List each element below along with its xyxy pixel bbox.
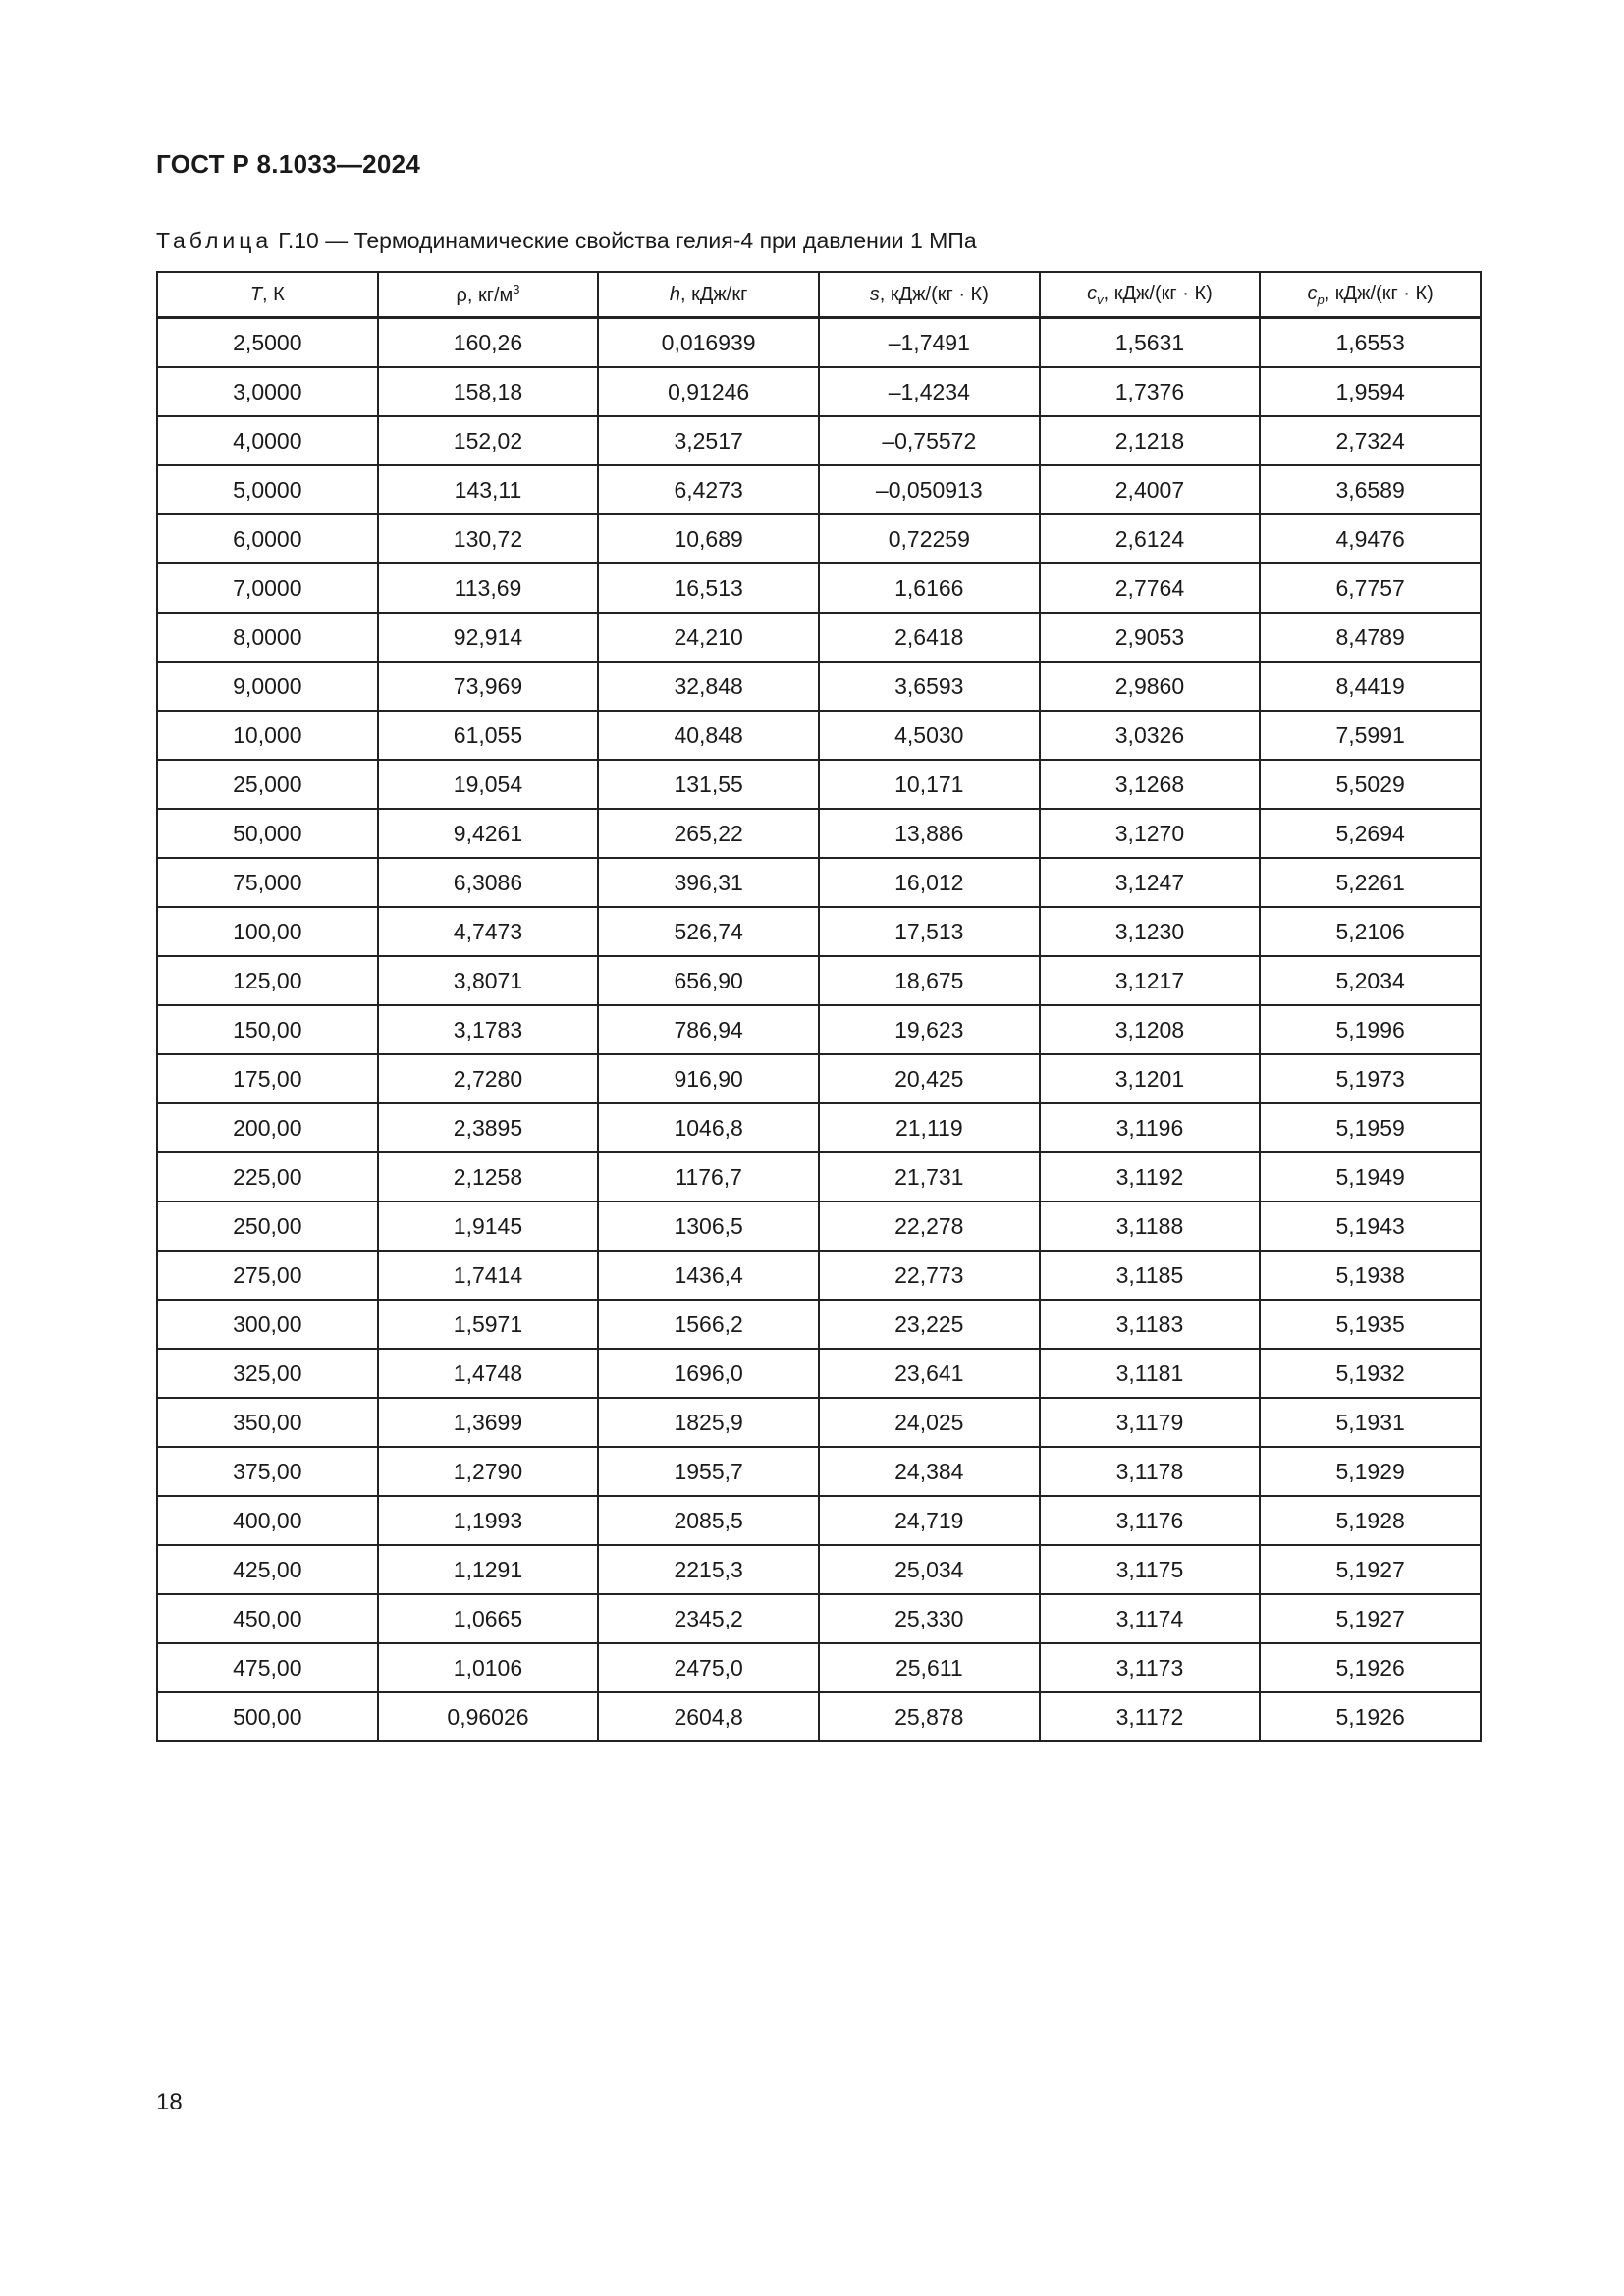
cell-cp: 5,2261 xyxy=(1260,858,1481,907)
cell-density: 1,2790 xyxy=(378,1447,599,1496)
cell-temperature: 500,00 xyxy=(157,1692,378,1741)
column-header-cv: $c_v$, кДж/(кг · К) xyxy=(1040,272,1261,318)
cell-enthalpy: 0,91246 xyxy=(598,367,819,416)
cell-density: 9,4261 xyxy=(378,809,599,858)
thermodynamic-properties-table xyxy=(156,271,1482,1742)
cell-enthalpy: 1176,7 xyxy=(598,1152,819,1201)
cell-cv: 3,1174 xyxy=(1040,1594,1261,1643)
cell-cv: 3,1188 xyxy=(1040,1201,1261,1251)
table-row xyxy=(157,1005,1481,1054)
cell-density: 73,969 xyxy=(378,662,599,711)
cell-temperature: 350,00 xyxy=(157,1398,378,1447)
cell-entropy: 19,623 xyxy=(819,1005,1040,1054)
cell-cp: 5,1931 xyxy=(1260,1398,1481,1447)
cell-temperature: 25,000 xyxy=(157,760,378,809)
cell-cp: 5,1928 xyxy=(1260,1496,1481,1545)
cell-density: 6,3086 xyxy=(378,858,599,907)
cell-entropy: –1,4234 xyxy=(819,367,1040,416)
cell-enthalpy: 32,848 xyxy=(598,662,819,711)
cell-cp: 5,1938 xyxy=(1260,1251,1481,1300)
cell-entropy: 24,719 xyxy=(819,1496,1040,1545)
cell-entropy: 21,731 xyxy=(819,1152,1040,1201)
cell-density: 1,4748 xyxy=(378,1349,599,1398)
cell-cp: 8,4419 xyxy=(1260,662,1481,711)
cell-temperature: 100,00 xyxy=(157,907,378,956)
table-row xyxy=(157,1103,1481,1152)
cell-enthalpy: 131,55 xyxy=(598,760,819,809)
cell-cp: 5,1932 xyxy=(1260,1349,1481,1398)
cell-density: 1,0106 xyxy=(378,1643,599,1692)
cell-entropy: 25,034 xyxy=(819,1545,1040,1594)
cell-cp: 6,7757 xyxy=(1260,563,1481,613)
column-header-cp: $c_p$, кДж/(кг · К) xyxy=(1260,272,1481,318)
table-body xyxy=(157,318,1481,1742)
cell-cv: 3,1208 xyxy=(1040,1005,1261,1054)
table-row xyxy=(157,1054,1481,1103)
table-row xyxy=(157,1643,1481,1692)
table-row xyxy=(157,1201,1481,1251)
cell-enthalpy: 1825,9 xyxy=(598,1398,819,1447)
cell-cp: 8,4789 xyxy=(1260,613,1481,662)
cell-entropy: 13,886 xyxy=(819,809,1040,858)
cell-cv: 2,6124 xyxy=(1040,514,1261,563)
cell-cp: 5,1935 xyxy=(1260,1300,1481,1349)
cell-cv: 3,0326 xyxy=(1040,711,1261,760)
cell-density: 1,3699 xyxy=(378,1398,599,1447)
cell-enthalpy: 2345,2 xyxy=(598,1594,819,1643)
cell-temperature: 4,0000 xyxy=(157,416,378,465)
cell-density: 1,1993 xyxy=(378,1496,599,1545)
cell-density: 1,0665 xyxy=(378,1594,599,1643)
cell-enthalpy: 2085,5 xyxy=(598,1496,819,1545)
cell-enthalpy: 1955,7 xyxy=(598,1447,819,1496)
cell-temperature: 50,000 xyxy=(157,809,378,858)
cell-entropy: 25,878 xyxy=(819,1692,1040,1741)
table-caption-text: Г.10 — Термодинамические свойства гелия-4 при давлении 1 МПа xyxy=(278,228,977,253)
cell-enthalpy: 1046,8 xyxy=(598,1103,819,1152)
cell-density: 19,054 xyxy=(378,760,599,809)
cell-temperature: 150,00 xyxy=(157,1005,378,1054)
cell-enthalpy: 2475,0 xyxy=(598,1643,819,1692)
cell-density: 160,26 xyxy=(378,318,599,368)
cell-cv: 3,1178 xyxy=(1040,1447,1261,1496)
cell-enthalpy: 10,689 xyxy=(598,514,819,563)
cell-entropy: 10,171 xyxy=(819,760,1040,809)
cell-density: 61,055 xyxy=(378,711,599,760)
cell-density: 143,11 xyxy=(378,465,599,514)
cell-cp: 5,1996 xyxy=(1260,1005,1481,1054)
cell-entropy: 0,72259 xyxy=(819,514,1040,563)
cell-enthalpy: 265,22 xyxy=(598,809,819,858)
cell-temperature: 475,00 xyxy=(157,1643,378,1692)
table-row xyxy=(157,318,1481,368)
cell-cp: 5,1949 xyxy=(1260,1152,1481,1201)
table-row xyxy=(157,662,1481,711)
table-row xyxy=(157,711,1481,760)
cell-enthalpy: 1696,0 xyxy=(598,1349,819,1398)
table-row xyxy=(157,1349,1481,1398)
cell-entropy: 23,641 xyxy=(819,1349,1040,1398)
cell-enthalpy: 1566,2 xyxy=(598,1300,819,1349)
column-header-enthalpy: h, кДж/кг xyxy=(598,272,819,318)
cell-temperature: 425,00 xyxy=(157,1545,378,1594)
table-row xyxy=(157,416,1481,465)
column-header-density: ρ, $кг/м^3$ xyxy=(378,272,599,318)
cell-temperature: 3,0000 xyxy=(157,367,378,416)
cell-density: 4,7473 xyxy=(378,907,599,956)
cell-cv: 3,1183 xyxy=(1040,1300,1261,1349)
cell-density: 3,1783 xyxy=(378,1005,599,1054)
cell-entropy: 4,5030 xyxy=(819,711,1040,760)
cell-density: 1,9145 xyxy=(378,1201,599,1251)
cell-cv: 3,1175 xyxy=(1040,1545,1261,1594)
cell-cv: 3,1172 xyxy=(1040,1692,1261,1741)
column-header-temperature: T, К xyxy=(157,272,378,318)
table-row xyxy=(157,563,1481,613)
table-row xyxy=(157,613,1481,662)
cell-entropy: 23,225 xyxy=(819,1300,1040,1349)
cell-enthalpy: 396,31 xyxy=(598,858,819,907)
cell-temperature: 5,0000 xyxy=(157,465,378,514)
cell-temperature: 9,0000 xyxy=(157,662,378,711)
cell-cv: 3,1268 xyxy=(1040,760,1261,809)
cell-entropy: 3,6593 xyxy=(819,662,1040,711)
cell-cv: 2,9053 xyxy=(1040,613,1261,662)
cell-enthalpy: 6,4273 xyxy=(598,465,819,514)
cell-entropy: 25,330 xyxy=(819,1594,1040,1643)
cell-entropy: –0,75572 xyxy=(819,416,1040,465)
cell-temperature: 8,0000 xyxy=(157,613,378,662)
table-row xyxy=(157,907,1481,956)
cell-entropy: 24,384 xyxy=(819,1447,1040,1496)
cell-enthalpy: 656,90 xyxy=(598,956,819,1005)
table-row xyxy=(157,1152,1481,1201)
cell-density: 2,3895 xyxy=(378,1103,599,1152)
cell-temperature: 7,0000 xyxy=(157,563,378,613)
cell-cp: 1,6553 xyxy=(1260,318,1481,368)
cell-cp: 5,1926 xyxy=(1260,1643,1481,1692)
cell-density: 113,69 xyxy=(378,563,599,613)
cell-temperature: 275,00 xyxy=(157,1251,378,1300)
table-row xyxy=(157,760,1481,809)
cell-cv: 2,1218 xyxy=(1040,416,1261,465)
cell-enthalpy: 916,90 xyxy=(598,1054,819,1103)
cell-cv: 3,1230 xyxy=(1040,907,1261,956)
cell-cp: 5,1929 xyxy=(1260,1447,1481,1496)
table-row xyxy=(157,1545,1481,1594)
cell-cv: 3,1185 xyxy=(1040,1251,1261,1300)
cell-enthalpy: 786,94 xyxy=(598,1005,819,1054)
cell-cv: 1,7376 xyxy=(1040,367,1261,416)
cell-cv: 3,1176 xyxy=(1040,1496,1261,1545)
cell-enthalpy: 1306,5 xyxy=(598,1201,819,1251)
cell-enthalpy: 526,74 xyxy=(598,907,819,956)
cell-temperature: 250,00 xyxy=(157,1201,378,1251)
cell-temperature: 325,00 xyxy=(157,1349,378,1398)
cell-cp: 5,5029 xyxy=(1260,760,1481,809)
cell-entropy: 20,425 xyxy=(819,1054,1040,1103)
cell-enthalpy: 3,2517 xyxy=(598,416,819,465)
cell-entropy: 1,6166 xyxy=(819,563,1040,613)
cell-cp: 5,2106 xyxy=(1260,907,1481,956)
cell-density: 3,8071 xyxy=(378,956,599,1005)
cell-cv: 3,1179 xyxy=(1040,1398,1261,1447)
cell-cv: 1,5631 xyxy=(1040,318,1261,368)
cell-entropy: –0,050913 xyxy=(819,465,1040,514)
table-row xyxy=(157,1496,1481,1545)
table-row xyxy=(157,858,1481,907)
cell-density: 152,02 xyxy=(378,416,599,465)
cell-entropy: 22,278 xyxy=(819,1201,1040,1251)
cell-temperature: 75,000 xyxy=(157,858,378,907)
cell-density: 158,18 xyxy=(378,367,599,416)
cell-cp: 3,6589 xyxy=(1260,465,1481,514)
cell-entropy: 24,025 xyxy=(819,1398,1040,1447)
cell-temperature: 225,00 xyxy=(157,1152,378,1201)
page-number: 18 xyxy=(156,2089,183,2115)
table-row xyxy=(157,1447,1481,1496)
cell-enthalpy: 40,848 xyxy=(598,711,819,760)
cell-cv: 3,1217 xyxy=(1040,956,1261,1005)
table-header-row xyxy=(157,272,1481,318)
table-row xyxy=(157,514,1481,563)
cell-entropy: 2,6418 xyxy=(819,613,1040,662)
cell-density: 130,72 xyxy=(378,514,599,563)
cell-enthalpy: 2215,3 xyxy=(598,1545,819,1594)
cell-entropy: 16,012 xyxy=(819,858,1040,907)
cell-cv: 3,1270 xyxy=(1040,809,1261,858)
cell-cp: 7,5991 xyxy=(1260,711,1481,760)
cell-temperature: 300,00 xyxy=(157,1300,378,1349)
cell-temperature: 200,00 xyxy=(157,1103,378,1152)
table-row xyxy=(157,1692,1481,1741)
cell-temperature: 125,00 xyxy=(157,956,378,1005)
cell-cp: 5,2034 xyxy=(1260,956,1481,1005)
cell-entropy: 21,119 xyxy=(819,1103,1040,1152)
table-row xyxy=(157,367,1481,416)
table-caption-label: Таблица xyxy=(156,228,273,253)
cell-cv: 3,1181 xyxy=(1040,1349,1261,1398)
cell-cp: 1,9594 xyxy=(1260,367,1481,416)
cell-density: 2,1258 xyxy=(378,1152,599,1201)
cell-enthalpy: 2604,8 xyxy=(598,1692,819,1741)
table-row xyxy=(157,1251,1481,1300)
table-caption xyxy=(156,228,977,254)
cell-enthalpy: 0,016939 xyxy=(598,318,819,368)
cell-cv: 2,4007 xyxy=(1040,465,1261,514)
cell-cv: 2,7764 xyxy=(1040,563,1261,613)
cell-temperature: 375,00 xyxy=(157,1447,378,1496)
cell-cp: 5,2694 xyxy=(1260,809,1481,858)
cell-cp: 5,1943 xyxy=(1260,1201,1481,1251)
cell-cv: 3,1196 xyxy=(1040,1103,1261,1152)
cell-entropy: –1,7491 xyxy=(819,318,1040,368)
cell-density: 1,7414 xyxy=(378,1251,599,1300)
table-row xyxy=(157,465,1481,514)
cell-entropy: 22,773 xyxy=(819,1251,1040,1300)
cell-cv: 3,1247 xyxy=(1040,858,1261,907)
cell-cv: 3,1201 xyxy=(1040,1054,1261,1103)
table-row xyxy=(157,1300,1481,1349)
cell-temperature: 2,5000 xyxy=(157,318,378,368)
cell-cp: 5,1973 xyxy=(1260,1054,1481,1103)
cell-enthalpy: 1436,4 xyxy=(598,1251,819,1300)
cell-entropy: 25,611 xyxy=(819,1643,1040,1692)
cell-cv: 2,9860 xyxy=(1040,662,1261,711)
cell-cv: 3,1173 xyxy=(1040,1643,1261,1692)
cell-density: 92,914 xyxy=(378,613,599,662)
cell-temperature: 400,00 xyxy=(157,1496,378,1545)
table-row xyxy=(157,1594,1481,1643)
cell-temperature: 10,000 xyxy=(157,711,378,760)
cell-cp: 2,7324 xyxy=(1260,416,1481,465)
cell-density: 0,96026 xyxy=(378,1692,599,1741)
cell-cp: 5,1927 xyxy=(1260,1545,1481,1594)
cell-cp: 4,9476 xyxy=(1260,514,1481,563)
cell-temperature: 450,00 xyxy=(157,1594,378,1643)
cell-temperature: 175,00 xyxy=(157,1054,378,1103)
document-header: ГОСТ Р 8.1033—2024 xyxy=(156,149,421,179)
table-row xyxy=(157,956,1481,1005)
cell-entropy: 18,675 xyxy=(819,956,1040,1005)
cell-density: 2,7280 xyxy=(378,1054,599,1103)
table-row xyxy=(157,809,1481,858)
cell-enthalpy: 16,513 xyxy=(598,563,819,613)
cell-temperature: 6,0000 xyxy=(157,514,378,563)
cell-entropy: 17,513 xyxy=(819,907,1040,956)
cell-enthalpy: 24,210 xyxy=(598,613,819,662)
cell-density: 1,5971 xyxy=(378,1300,599,1349)
column-header-entropy: s, кДж/(кг · К) xyxy=(819,272,1040,318)
cell-cv: 3,1192 xyxy=(1040,1152,1261,1201)
cell-density: 1,1291 xyxy=(378,1545,599,1594)
cell-cp: 5,1959 xyxy=(1260,1103,1481,1152)
table-row xyxy=(157,1398,1481,1447)
cell-cp: 5,1926 xyxy=(1260,1692,1481,1741)
cell-cp: 5,1927 xyxy=(1260,1594,1481,1643)
